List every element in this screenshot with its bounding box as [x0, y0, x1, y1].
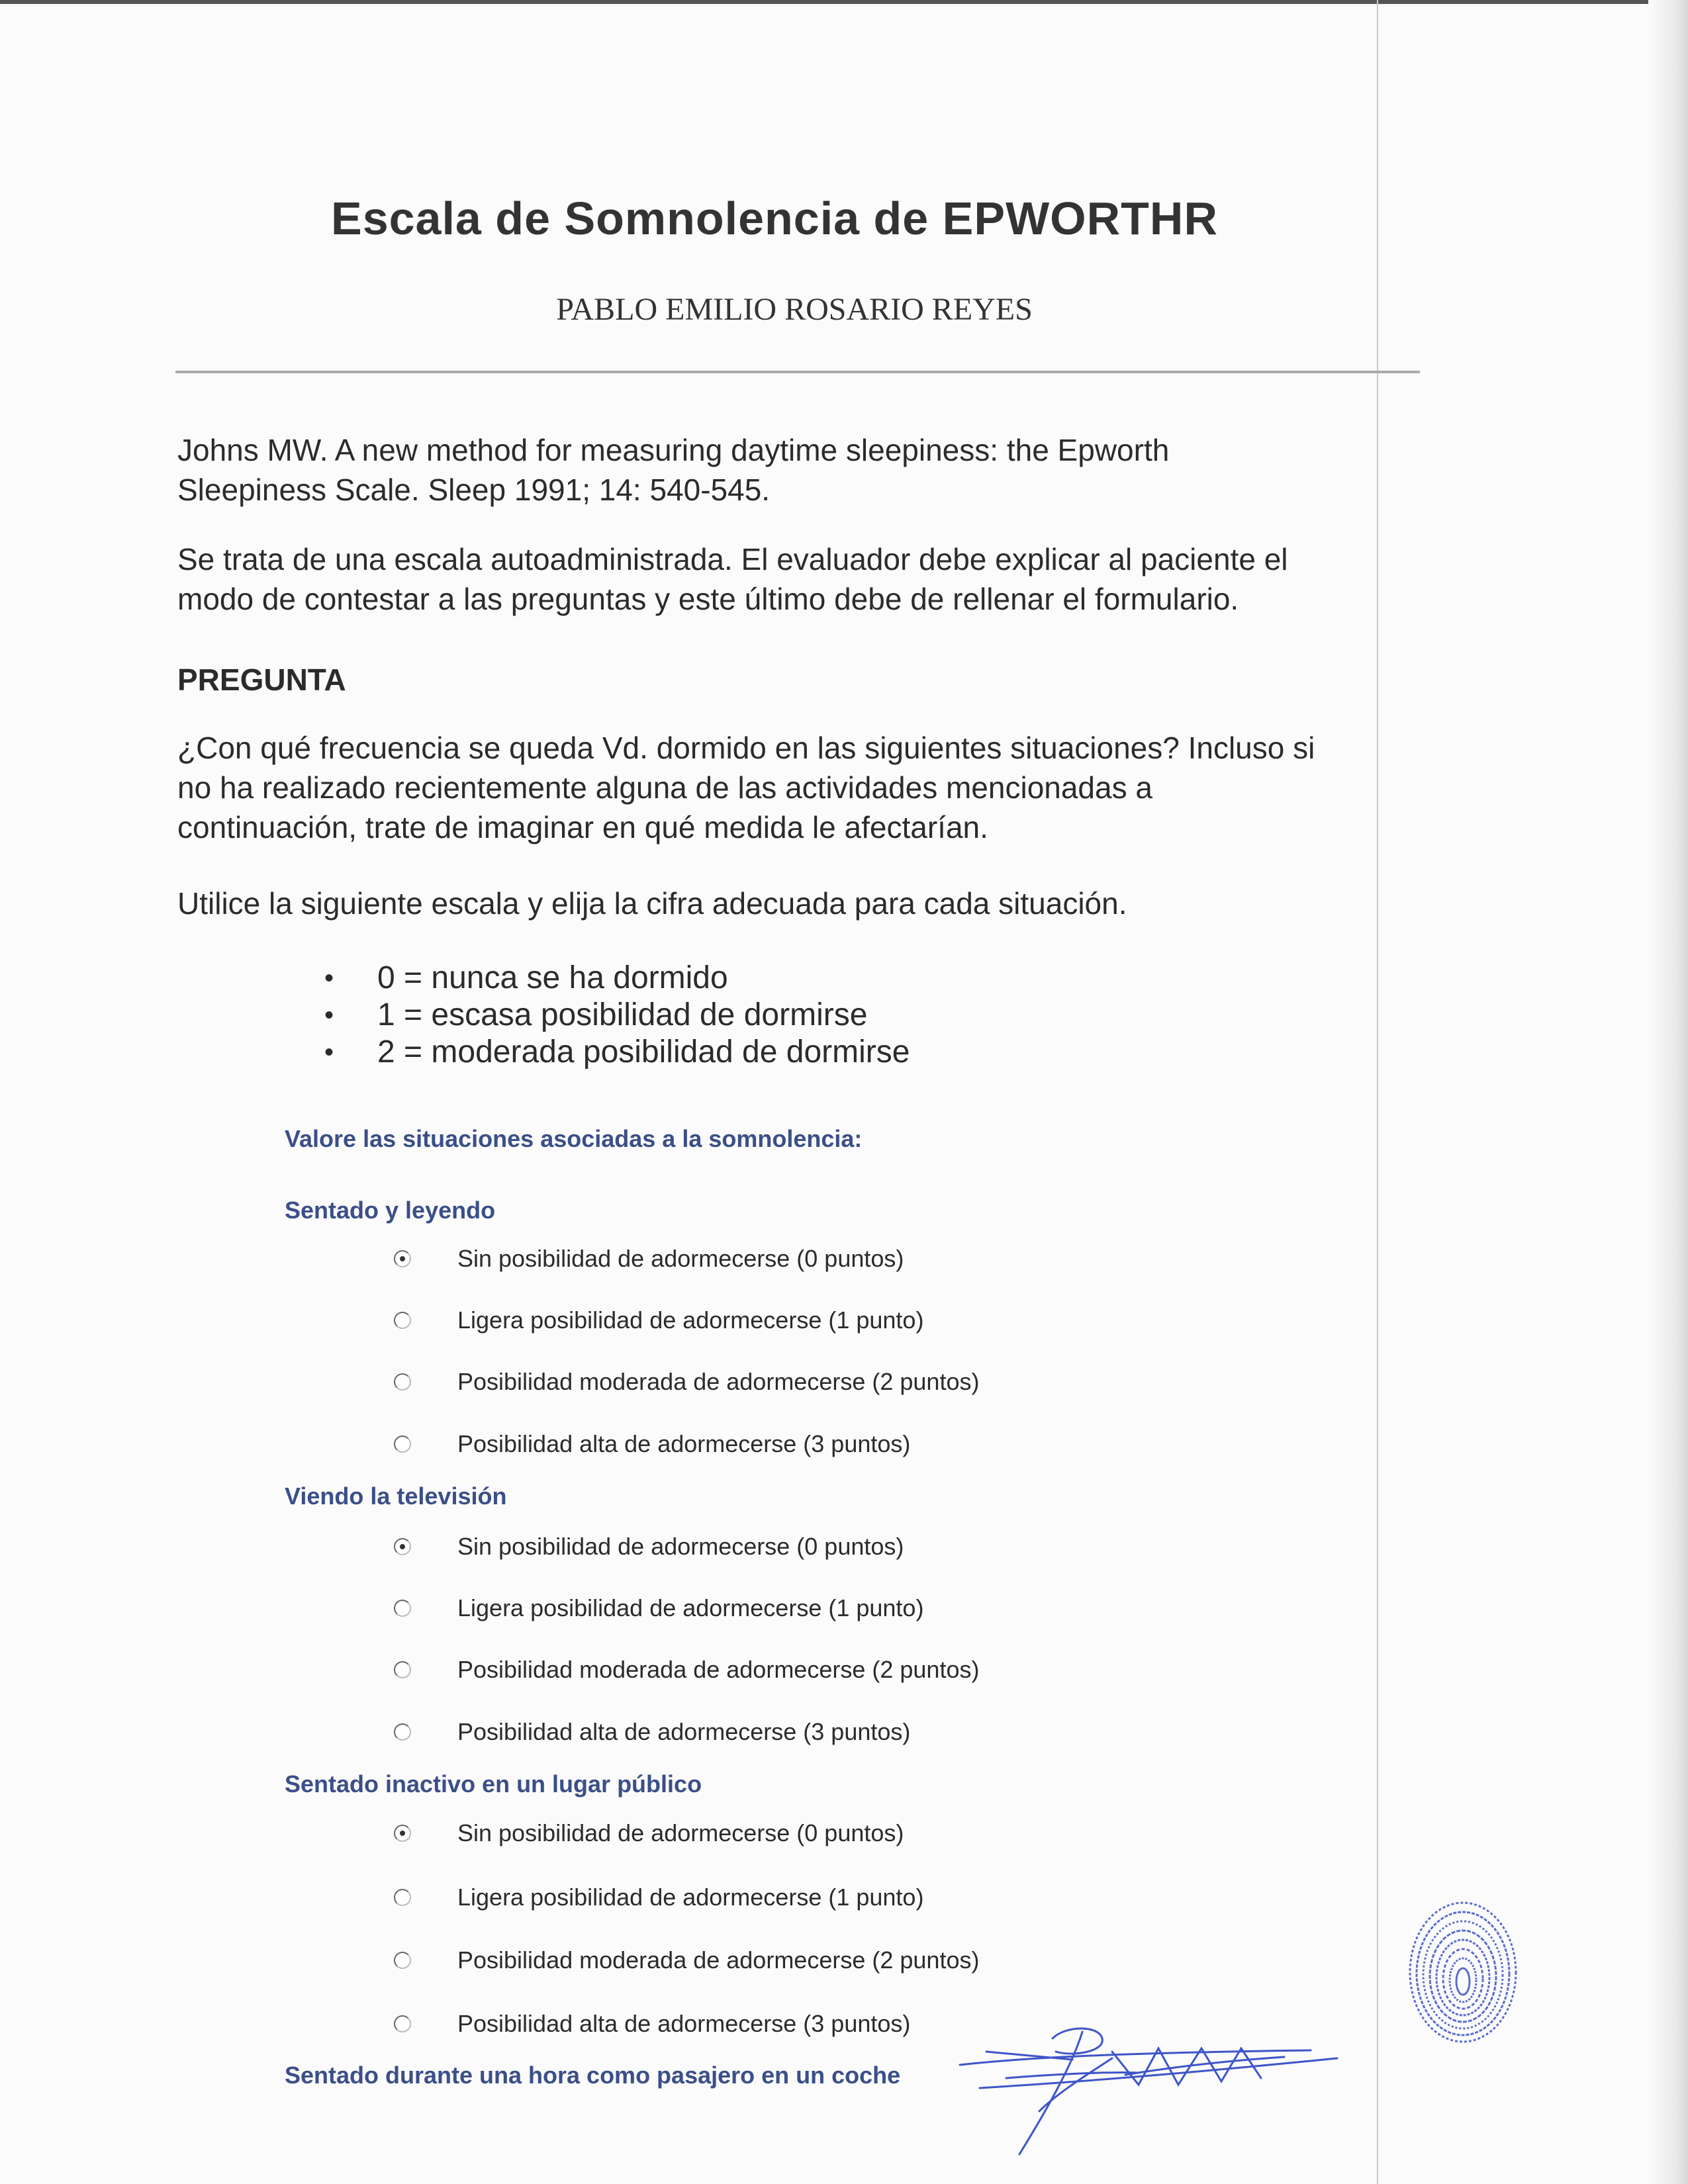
fingerprint-icon [1403, 1893, 1523, 2045]
situation-label: Viendo la televisión [285, 1482, 507, 1510]
scale-item [324, 1034, 910, 1071]
question-line: no ha realizado recientemente alguna de las actividades mencionadas a [177, 770, 1152, 805]
option-label: Posibilidad moderada de adormecerse (2 puntos) [457, 1946, 980, 1974]
option-label: Posibilidad moderada de adormecerse (2 puntos) [457, 1368, 980, 1395]
author-name: PABLO EMILIO ROSARIO REYES [556, 292, 1033, 327]
horizontal-rule [175, 371, 1420, 373]
question-paragraph [177, 728, 1315, 847]
option-row[interactable] [394, 1715, 910, 1749]
scale-item-label: 0 = nunca se ha dormido [377, 960, 728, 995]
option-label: Ligera posibilidad de adormecerse (1 punto) [457, 1884, 924, 1911]
instruction-text: Utilice la siguiente escala y elija la cifra adecuada para cada situación. [177, 886, 1127, 921]
radio-button[interactable] [394, 1250, 411, 1267]
radio-button[interactable] [394, 1889, 411, 1906]
option-label: Sin posibilidad de adormecerse (0 puntos) [457, 1245, 904, 1272]
page-fold-line [1377, 0, 1378, 2184]
bullet-icon: • [324, 1001, 334, 1030]
question-heading: PREGUNTA [177, 662, 346, 697]
option-row[interactable] [394, 1653, 979, 1686]
radio-button[interactable] [394, 1538, 411, 1555]
scale-item-label: 2 = moderada posibilidad de dormirse [377, 1034, 910, 1069]
reference-line: Johns MW. A new method for measuring daytime sleepiness: the Epworth [177, 433, 1170, 467]
radio-button[interactable] [394, 2015, 411, 2032]
option-label: Posibilidad alta de adormecerse (3 puntos) [457, 2010, 911, 2037]
scale-list [324, 960, 910, 1071]
option-row[interactable] [394, 1304, 923, 1337]
option-label: Posibilidad alta de adormecerse (3 puntos) [457, 1430, 911, 1457]
radio-button[interactable] [394, 1312, 411, 1329]
option-row[interactable] [394, 1530, 904, 1563]
form-heading: Valore las situaciones asociadas a la somnolencia: [285, 1125, 863, 1152]
radio-button[interactable] [394, 1723, 411, 1741]
option-label: Sin posibilidad de adormecerse (0 puntos) [457, 1819, 904, 1846]
scale-item-label: 1 = escasa posibilidad de dormirse [377, 997, 868, 1032]
option-row[interactable] [394, 1242, 904, 1275]
option-label: Posibilidad moderada de adormecerse (2 puntos) [457, 1656, 980, 1683]
scan-edge-right [1648, 0, 1688, 2184]
option-row[interactable] [394, 1365, 979, 1398]
situation-label: Sentado y leyendo [285, 1197, 496, 1224]
radio-button[interactable] [394, 1952, 411, 1969]
scale-item [324, 960, 910, 997]
option-row[interactable] [394, 1428, 910, 1461]
situation-label: Sentado inactivo en un lugar público [285, 1770, 702, 1797]
option-label: Sin posibilidad de adormecerse (0 puntos) [457, 1533, 904, 1560]
option-label: Ligera posibilidad de adormecerse (1 punto) [457, 1306, 924, 1334]
option-label: Posibilidad alta de adormecerse (3 puntos) [457, 1718, 911, 1745]
option-row[interactable] [394, 2007, 910, 2040]
scan-edge-top [0, 0, 1688, 4]
handwritten-signature [940, 2012, 1350, 2171]
intro-line: modo de contestar a las preguntas y este último debe de rellenar el formulario. [177, 582, 1239, 616]
intro-paragraph [177, 539, 1288, 619]
intro-line: Se trata de una escala autoadministrada. El evaluador debe explicar al paciente el [177, 542, 1288, 576]
reference-paragraph [177, 430, 1169, 510]
radio-button[interactable] [394, 1661, 411, 1678]
option-row[interactable] [394, 1817, 904, 1850]
option-row[interactable] [394, 1592, 923, 1625]
radio-button[interactable] [394, 1373, 411, 1390]
radio-button[interactable] [394, 1435, 411, 1453]
document-title: Escala de Somnolencia de EPWORTHR [331, 193, 1218, 244]
option-row[interactable] [394, 1944, 979, 1977]
option-label: Ligera posibilidad de adormecerse (1 punto) [457, 1594, 924, 1621]
option-row[interactable] [394, 1881, 923, 1914]
situation-label: Sentado durante una hora como pasajero en un coche [285, 2062, 901, 2089]
scale-item [324, 997, 910, 1034]
bullet-icon: • [324, 964, 334, 993]
reference-line: Sleepiness Scale. Sleep 1991; 14: 540-545. [177, 473, 771, 507]
bullet-icon: • [324, 1038, 334, 1067]
radio-button[interactable] [394, 1825, 411, 1842]
question-line: ¿Con qué frecuencia se queda Vd. dormido en las siguientes situaciones? Incluso si [177, 731, 1315, 765]
radio-button[interactable] [394, 1600, 411, 1617]
question-line: continuación, trate de imaginar en qué medida le afectarían. [177, 810, 988, 844]
